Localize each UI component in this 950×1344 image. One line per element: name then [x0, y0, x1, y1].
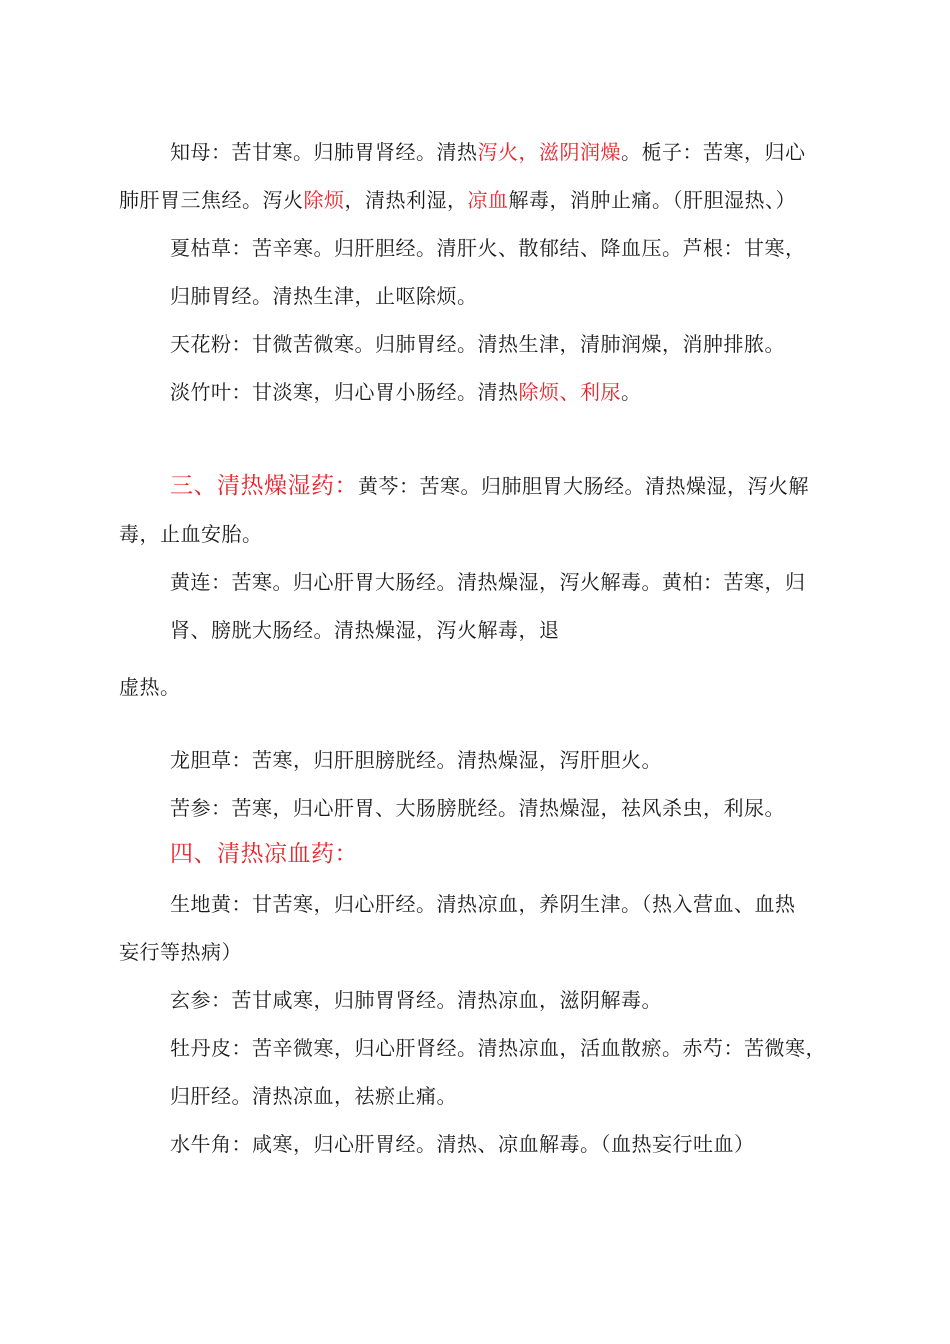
paragraph-danzhuye — [170, 378, 642, 406]
paragraph-xuanshen: 玄参：苦甘咸寒，归肺胃肾经。清热凉血，滋阴解毒。 — [170, 988, 662, 1012]
highlight-text: 泻火，滋阴润燥 — [477, 140, 621, 164]
paragraph-shengdihuang-line-2: 妄行等热病） — [119, 940, 242, 964]
paragraph-tianhuafen: 天花粉：甘微苦微寒。归肺胃经。清热生津，清肺润燥，消肿排脓。 — [170, 332, 785, 356]
highlight-text: 除烦 — [303, 188, 345, 212]
paragraph-longdancao: 龙胆草：苦寒，归肝胆膀胱经。清热燥湿，泻肝胆火。 — [170, 748, 662, 772]
text-run: 知母：苦甘寒。归肺胃肾经。清热 — [170, 140, 478, 164]
text-run: ，清热利湿， — [344, 188, 468, 212]
paragraph-mudanpi-line-1: 牡丹皮：苦辛微寒，归心肝肾经。清热凉血，活血散瘀。赤芍：苦微寒， — [170, 1036, 826, 1060]
text-run: 解毒，消肿止痛。（肝胆湿热、） — [508, 188, 796, 212]
paragraph-huanglian-line-2: 肾、膀胱大肠经。清热燥湿，泻火解毒，退 — [170, 618, 560, 642]
paragraph-huanglian-line-3: 虚热。 — [119, 675, 181, 699]
text-run: 。栀子：苦寒，归心 — [621, 140, 806, 164]
text-run: 黄芩：苦寒。归肺胆胃大肠经。清热燥湿，泻火解 — [358, 474, 809, 498]
section-3-line-2: 毒，止血安胎。 — [119, 522, 263, 546]
text-run: 淡竹叶：甘淡寒，归心胃小肠经。清热 — [170, 380, 519, 404]
paragraph-shengdihuang-line-1: 生地黄：甘苦寒，归心肝经。清热凉血，养阴生津。（热入营血、血热 — [170, 892, 796, 916]
section-heading-4: 四、清热凉血药： — [170, 841, 358, 867]
paragraph-zhimu-line-2 — [119, 186, 796, 214]
section-heading-3: 三、清热燥湿药： — [170, 473, 358, 499]
highlight-text: 凉血 — [467, 188, 509, 212]
paragraph-zhimu-line-1 — [170, 138, 806, 166]
paragraph-huanglian-line-1: 黄连：苦寒。归心肝胃大肠经。清热燥湿，泻火解毒。黄柏：苦寒，归 — [170, 570, 806, 594]
text-run: 肺肝胃三焦经。泻火 — [119, 188, 304, 212]
paragraph-mudanpi-line-2: 归肝经。清热凉血，祛瘀止痛。 — [170, 1084, 457, 1108]
paragraph-kushen: 苦参：苦寒，归心肝胃、大肠膀胱经。清热燥湿，祛风杀虫，利尿。 — [170, 796, 785, 820]
paragraph-xiakucao-line-1: 夏枯草：苦辛寒。归肝胆经。清肝火、散郁结、降血压。芦根：甘寒， — [170, 236, 806, 260]
highlight-text: 除烦、利尿 — [518, 380, 621, 404]
section-3-line-1 — [170, 472, 809, 500]
paragraph-xiakucao-line-2: 归肺胃经。清热生津，止呕除烦。 — [170, 284, 478, 308]
paragraph-shuiniujiao: 水牛角：咸寒，归心肝胃经。清热、凉血解毒。（血热妄行吐血） — [170, 1132, 755, 1156]
text-run: 。 — [621, 380, 642, 404]
